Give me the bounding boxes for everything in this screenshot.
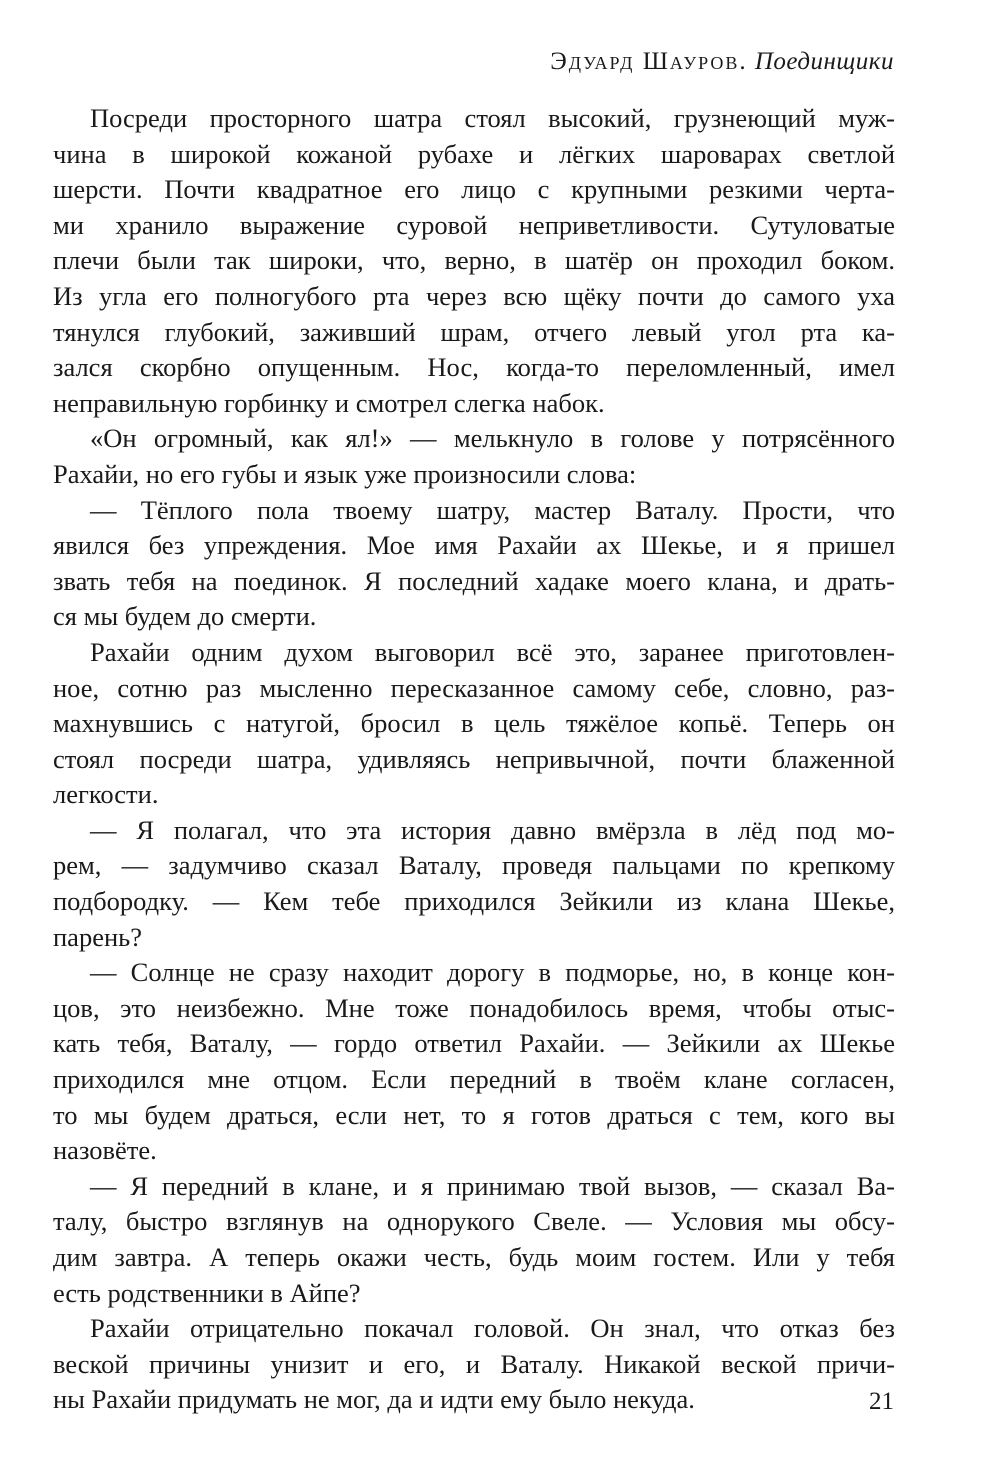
text-line: звать тебя на поединок. Я последний хадаке моего клана, и драть- (53, 565, 895, 596)
text-line: легкости. (53, 779, 159, 810)
text-line: то мы будем драться, если нет, то я готов драться с тем, кого вы (53, 1099, 895, 1130)
text-line: ся мы будем до смерти. (53, 601, 317, 632)
text-line: ное, сотню раз мысленно пересказанное самому себе, словно, раз- (53, 672, 895, 703)
text-line: — Солнце не сразу находит дорогу в подморье, но, в конце кон- (90, 957, 895, 988)
text-line: веской причины унизит и его, и Ваталу. Никакой веской причи- (53, 1348, 895, 1379)
text-line: — Я полагал, что эта история давно вмёрзла в лёд под мо- (90, 814, 895, 845)
text-line: Из угла его полногубого рта через всю щёку почти до самого уха (53, 280, 895, 311)
text-line: плечи были так широки, что, верно, в шатёр он проходил боком. (53, 245, 895, 276)
text-line: назовёте. (53, 1135, 157, 1166)
text-line: тянулся глубокий, заживший шрам, отчего левый угол рта ка- (53, 316, 895, 347)
text-line: Посреди просторного шатра стоял высокий, грузнеющий муж- (90, 103, 895, 133)
text-line: ми хранило выражение суровой неприветливости. Сутуловатые (53, 209, 895, 240)
running-head-author: Эдуард Шауров. (550, 48, 748, 75)
text-line: — Тёплого пола твоему шатру, мастер Ваталу. Прости, что (90, 494, 895, 525)
page-number: 21 (869, 1388, 894, 1415)
text-line: ны Рахайи придумать не мог, да и идти ему было некуда. (53, 1384, 695, 1415)
text-line: подбородку. — Кем тебе приходился Зейкили из клана Шекье, (53, 886, 895, 917)
text-line: чина в широкой кожаной рубахе и лёгких шароварах светлой (53, 138, 895, 169)
text-line: шерсти. Почти квадратное его лицо с крупными резкими черта- (53, 174, 895, 205)
body-text (53, 101, 895, 1418)
text-line: дим завтра. А теперь окажи честь, будь моим гостем. Или у тебя (53, 1242, 895, 1272)
text-line: явился без упреждения. Мое имя Рахайи ах Шекье, и я пришел (53, 530, 895, 561)
text-line: талу, быстро взглянув на однорукого Свеле. — Условия мы обсу- (53, 1206, 895, 1237)
text-line: рем, — задумчиво сказал Ваталу, проведя пальцами по крепкому (53, 850, 895, 881)
running-head-title: Поединщики (754, 48, 894, 75)
text-line: есть родственники в Айпе? (53, 1277, 361, 1308)
text-line: Рахайи отрицательно покачал головой. Он знал, что отказ без (90, 1313, 895, 1344)
text-line: парень? (53, 921, 142, 952)
text-line: приходился мне отцом. Если передний в твоём клане согласен, (53, 1064, 895, 1095)
text-line: цов, это неизбежно. Мне тоже понадобилось время, чтобы отыс- (53, 992, 895, 1023)
text-line: кать тебя, Ваталу, — гордо ответил Рахайи. — Зейкили ах Шекье (53, 1028, 895, 1059)
text-line: стоял посреди шатра, удивляясь непривычной, почти блаженной (53, 743, 895, 774)
text-line: махнувшись с натугой, бросил в цель тяжёлое копьё. Теперь он (53, 708, 895, 739)
text-line: Рахайи, но его губы и язык уже произносили слова: (53, 458, 637, 489)
text-line: зался скорбно опущенным. Нос, когда-то переломленный, имел (53, 352, 895, 383)
text-line: неправильную горбинку и смотрел слегка набок. (53, 387, 605, 418)
text-line: «Он огромный, как ял!» — мелькнуло в голове у потрясённого (90, 423, 895, 454)
text-line: Рахайи одним духом выговорил всё это, заранее приготовлен- (90, 636, 895, 667)
text-line: — Я передний в клане, и я принимаю твой вызов, — сказал Ва- (90, 1170, 895, 1201)
running-head (550, 48, 894, 76)
